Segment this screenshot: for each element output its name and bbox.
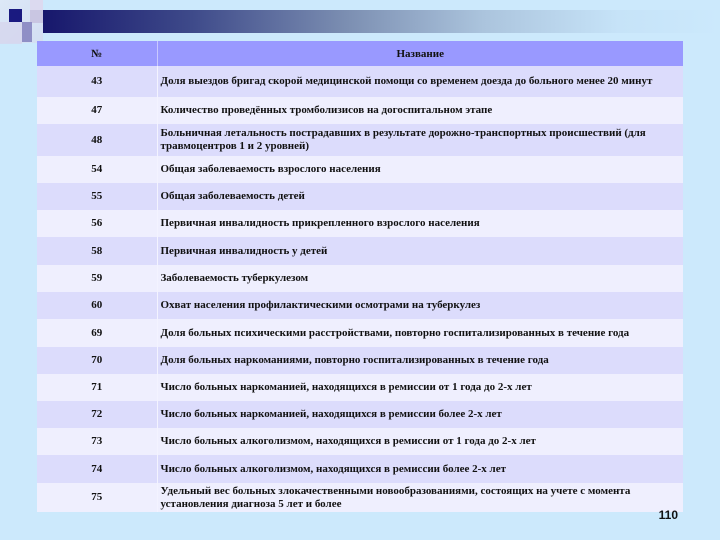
row-name: Число больных алкоголизмом, находящихся в ремиссии более 2-х лет bbox=[157, 455, 683, 483]
decor-square-mid bbox=[22, 22, 32, 42]
row-name: Число больных наркоманией, находящихся в ремиссии от 1 года до 2-х лет bbox=[157, 374, 683, 401]
row-name: Первичная инвалидность у детей bbox=[157, 237, 683, 265]
row-number: 56 bbox=[37, 210, 157, 237]
table-row bbox=[37, 347, 683, 374]
row-name: Больничная летальность пострадавших в результате дорожно-транспортных происшествий (для травмоцентров 1 и 2 уровней) bbox=[157, 124, 683, 156]
row-number: 74 bbox=[37, 455, 157, 483]
row-name: Доля больных психическими расстройствами, повторно госпитализированных в течение года bbox=[157, 319, 683, 347]
row-number: 71 bbox=[37, 374, 157, 401]
table-row bbox=[37, 428, 683, 455]
row-name: Число больных наркоманией, находящихся в ремиссии более 2-х лет bbox=[157, 401, 683, 428]
table-row bbox=[37, 265, 683, 292]
page-number: 110 bbox=[658, 508, 678, 522]
row-name: Удельный вес больных злокачественными новообразованиями, состоящих на учете с момента установления диагноза 5 лет и более bbox=[157, 483, 683, 512]
row-name: Количество проведённых тромболизисов на догоспитальном этапе bbox=[157, 97, 683, 124]
row-name: Общая заболеваемость детей bbox=[157, 183, 683, 210]
table-row bbox=[37, 319, 683, 347]
row-name: Заболеваемость туберкулезом bbox=[157, 265, 683, 292]
row-name: Охват населения профилактическими осмотрами на туберкулез bbox=[157, 292, 683, 319]
row-name: Число больных алкоголизмом, находящихся в ремиссии от 1 года до 2-х лет bbox=[157, 428, 683, 455]
row-number: 54 bbox=[37, 156, 157, 183]
row-name: Первичная инвалидность прикрепленного взрослого населения bbox=[157, 210, 683, 237]
decor-square-dark bbox=[9, 9, 22, 22]
row-number: 60 bbox=[37, 292, 157, 319]
table-row bbox=[37, 374, 683, 401]
decor-square-light bbox=[0, 22, 22, 44]
row-number: 47 bbox=[37, 97, 157, 124]
row-number: 58 bbox=[37, 237, 157, 265]
table-row bbox=[37, 483, 683, 512]
table-row bbox=[37, 183, 683, 210]
decor-square-light bbox=[30, 0, 43, 10]
table-row bbox=[37, 292, 683, 319]
table-row bbox=[37, 401, 683, 428]
row-name: Общая заболеваемость взрослого населения bbox=[157, 156, 683, 183]
table-row bbox=[37, 156, 683, 183]
row-number: 75 bbox=[37, 483, 157, 512]
table-header-row bbox=[37, 41, 683, 66]
row-number: 69 bbox=[37, 319, 157, 347]
column-header-name: Название bbox=[157, 41, 683, 66]
row-number: 73 bbox=[37, 428, 157, 455]
row-number: 59 bbox=[37, 265, 157, 292]
table-row bbox=[37, 455, 683, 483]
table-row bbox=[37, 237, 683, 265]
row-name: Доля больных наркоманиями, повторно госпитализированных в течение года bbox=[157, 347, 683, 374]
title-gradient-bar bbox=[43, 10, 720, 33]
table-row bbox=[37, 124, 683, 156]
table-row bbox=[37, 97, 683, 124]
table-row bbox=[37, 66, 683, 97]
row-name: Доля выездов бригад скорой медицинской помощи со временем доезда до больного менее 20 минут bbox=[157, 66, 683, 97]
row-number: 43 bbox=[37, 66, 157, 97]
row-number: 55 bbox=[37, 183, 157, 210]
row-number: 70 bbox=[37, 347, 157, 374]
indicators-table bbox=[37, 41, 683, 512]
row-number: 48 bbox=[37, 124, 157, 156]
table-row bbox=[37, 210, 683, 237]
row-number: 72 bbox=[37, 401, 157, 428]
column-header-number: № bbox=[37, 41, 157, 66]
